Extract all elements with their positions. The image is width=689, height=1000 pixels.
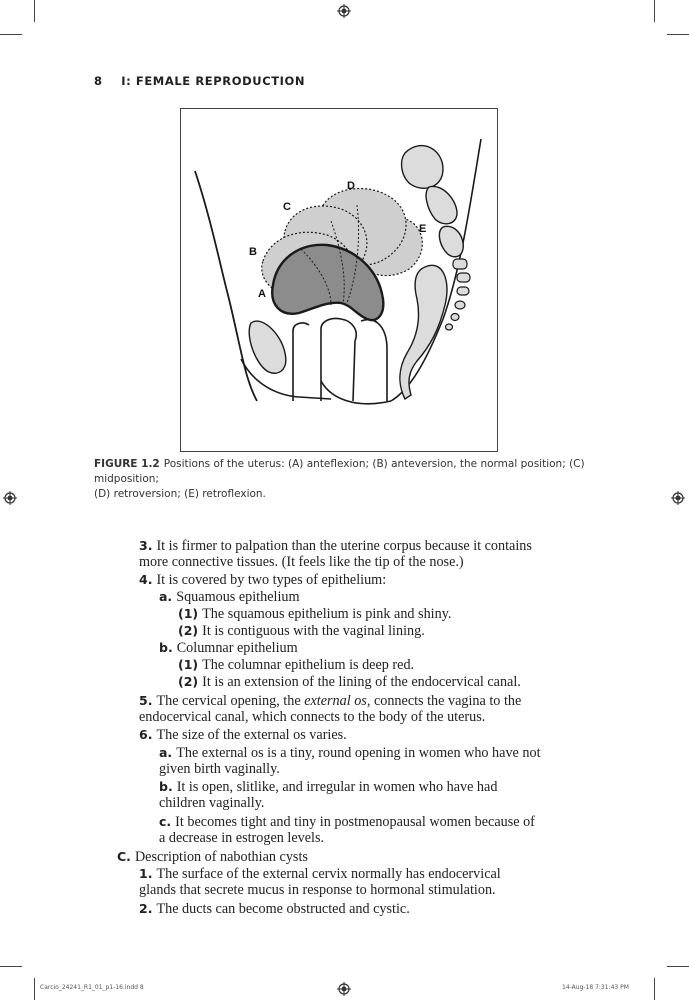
- crop-mark: [667, 966, 689, 967]
- outline-item: 1. The surface of the external cervix normally has endocervical: [139, 866, 501, 882]
- sacrum-mid: [426, 186, 457, 223]
- sacrum-upper: [402, 146, 443, 189]
- footer-file-slug: Carcio_24241_R1_01_p1-16.indd 8: [40, 984, 144, 991]
- crop-mark: [34, 0, 35, 22]
- bladder-outline: [293, 323, 309, 401]
- uterus-illustration: [181, 109, 499, 453]
- outline-subitem: a. The external os is a tiny, round opening in women who have not: [159, 745, 541, 761]
- caption-text-continued: (D) retroversion; (E) retroflexion.: [94, 488, 266, 500]
- label-b: B: [249, 246, 257, 258]
- label-e: E: [419, 223, 427, 235]
- crop-mark: [667, 34, 689, 35]
- crop-mark: [0, 966, 22, 967]
- figure-caption: [94, 457, 594, 502]
- outline-item-continued: glands that secrete mucus in response to hormonal stimulation.: [139, 882, 496, 898]
- pubic-bone: [249, 321, 286, 373]
- outline-subitem: b. It is open, slitlike, and irregular in women who have had: [159, 779, 498, 795]
- outline-subsubitem: (1) The squamous epithelium is pink and shiny.: [178, 606, 452, 622]
- rectum: [400, 265, 447, 399]
- outline-subitem-continued: children vaginally.: [159, 795, 265, 811]
- coccyx-segment: [446, 324, 453, 330]
- page-number: 8: [94, 74, 103, 88]
- cervix-outline: [361, 320, 387, 401]
- outline-subitem: a. Squamous epithelium: [159, 589, 300, 605]
- coccyx-segment: [453, 259, 467, 269]
- pelvic-floor-outline: [241, 359, 331, 399]
- label-d: D: [347, 180, 355, 192]
- outline-heading: C. Description of nabothian cysts: [117, 849, 308, 865]
- outline-subitem-continued: given birth vaginally.: [159, 761, 280, 777]
- outline-subitem: c. It becomes tight and tiny in postmenopausal women because of: [159, 814, 535, 830]
- registration-mark-icon: [671, 491, 685, 505]
- registration-mark-icon: [3, 491, 17, 505]
- outline-item: 4. It is covered by two types of epithelium:: [139, 572, 387, 588]
- outline-item-continued: endocervical canal, which connects to the body of the uterus.: [139, 709, 486, 725]
- crop-mark: [34, 978, 35, 1000]
- figure-uterus-positions: [180, 108, 498, 452]
- outline-subsubitem: (2) It is an extension of the lining of the endocervical canal.: [178, 674, 521, 690]
- figure-label: FIGURE 1.2: [94, 458, 160, 470]
- outline-item-continued: more connective tissues. (It feels like the tip of the nose.): [139, 554, 464, 570]
- pelvic-base-outline: [321, 381, 391, 404]
- running-head: [94, 74, 305, 88]
- coccyx-segment: [457, 273, 470, 282]
- outline-item: 3. It is firmer to palpation than the uterine corpus because it contains: [139, 538, 532, 554]
- registration-mark-icon: [337, 4, 351, 18]
- coccyx-segment: [451, 314, 459, 321]
- outline-subitem-continued: a decrease in estrogen levels.: [159, 830, 325, 846]
- label-a: A: [258, 288, 266, 300]
- section-title: I: FEMALE REPRODUCTION: [121, 74, 306, 88]
- label-c: C: [283, 201, 291, 213]
- crop-mark: [654, 0, 655, 22]
- abdominal-wall-outline: [195, 171, 257, 401]
- outline-subsubitem: (1) The columnar epithelium is deep red.: [178, 657, 415, 673]
- footer-timestamp: 14-Aug-18 7:31:43 PM: [562, 984, 629, 991]
- crop-mark: [654, 978, 655, 1000]
- crop-mark: [0, 34, 22, 35]
- coccyx-segment: [457, 287, 469, 295]
- caption-text: Positions of the uterus: (A) anteflexion; (B) anteversion, the normal position; (C) midposition;: [94, 458, 585, 485]
- outline-item: 6. The size of the external os varies.: [139, 727, 347, 743]
- outline-subitem: b. Columnar epithelium: [159, 640, 298, 656]
- outline-subsubitem: (2) It is contiguous with the vaginal lining.: [178, 623, 425, 639]
- outline-item: 2. The ducts can become obstructed and cystic.: [139, 901, 410, 917]
- sacrum-segment: [439, 226, 463, 256]
- outline-item: 5. The cervical opening, the external os, connects the vagina to the: [139, 693, 522, 709]
- registration-mark-icon: [337, 982, 351, 996]
- coccyx-segment: [455, 301, 465, 309]
